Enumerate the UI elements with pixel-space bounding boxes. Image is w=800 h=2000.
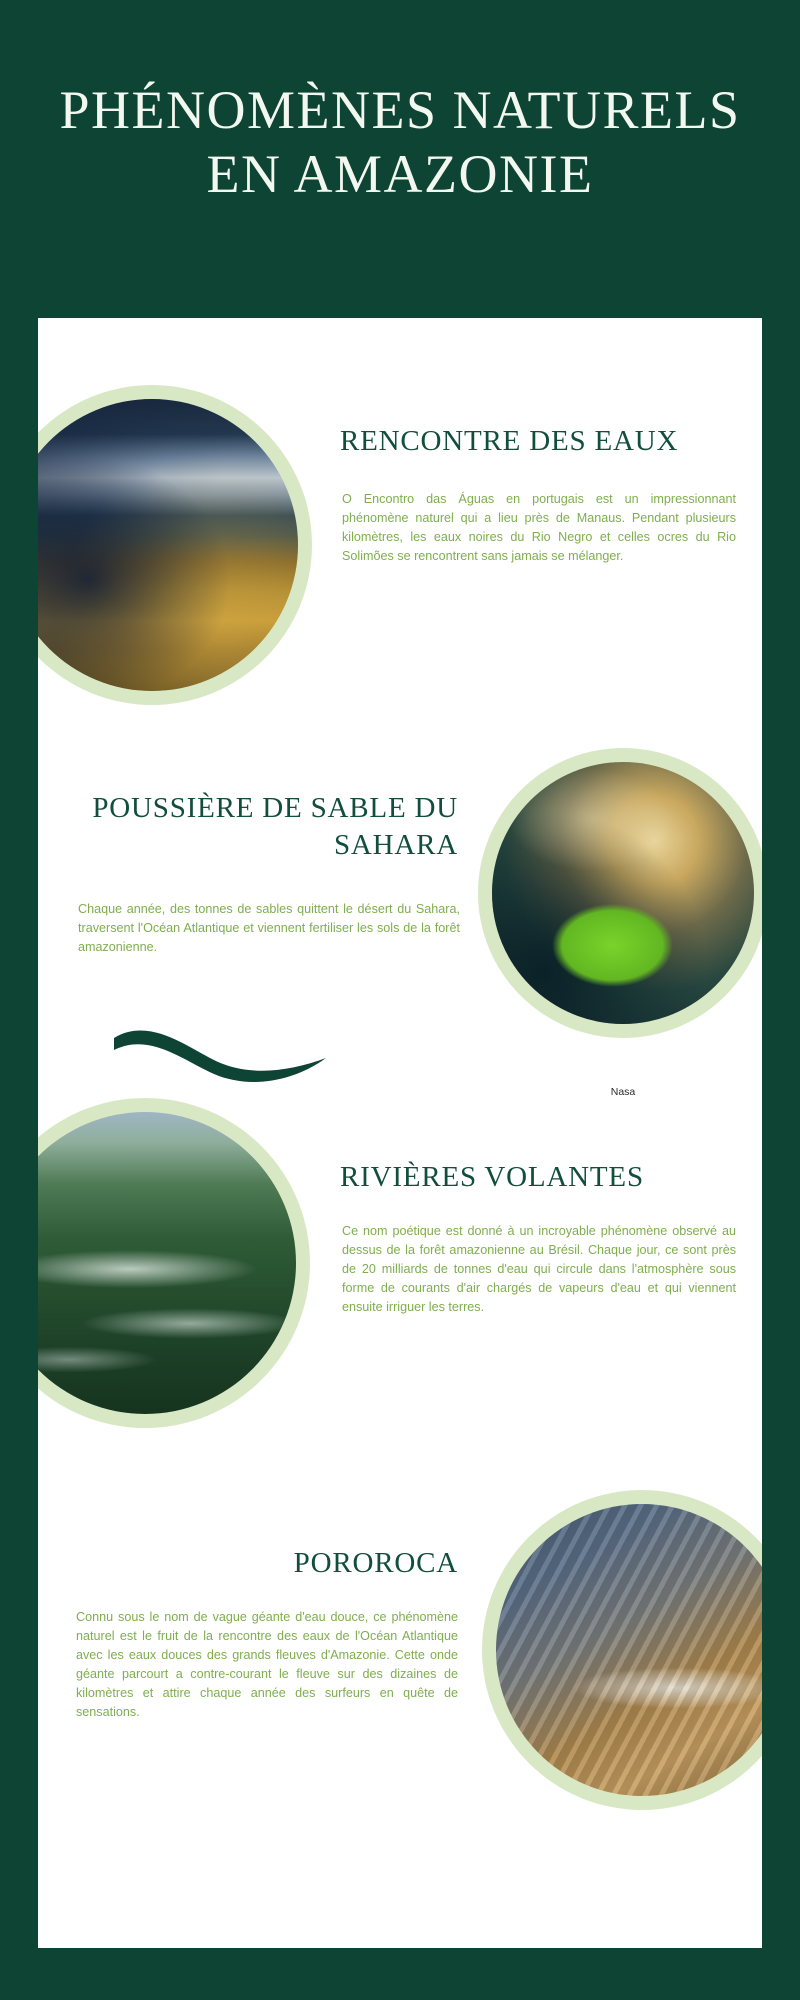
page-title: PHÉNOMÈNES NATURELS EN AMAZONIE xyxy=(59,80,741,204)
section-body-poussiere-de-sable: Chaque année, des tonnes de sables quittent le désert du Sahara, traversent l'Océan Atlantique et viennent fertiliser les sols de la forêt amazonienne. xyxy=(78,902,460,954)
right-rail xyxy=(762,0,800,2000)
header-banner xyxy=(0,0,800,318)
left-rail xyxy=(0,0,38,2000)
rivieres-volantes-photo xyxy=(0,1112,296,1414)
poussiere-de-sable-photo-frame xyxy=(478,748,768,1038)
rivieres-volantes-photo-frame xyxy=(0,1098,310,1428)
section-body-pororoca: Connu sous le nom de vague géante d'eau douce, ce phénomène naturel est le fruit de la rencontre des eaux de l'Océan Atlantique avec les eaux douces des grands fleuves d'Amazonie. Cette onde géante parcourt a contre-courant le fleuve sur des dizaines de kilomètres et attire chaque année des surfeurs en quête de sensations. xyxy=(76,1610,458,1719)
rencontre-des-eaux-photo xyxy=(6,399,298,691)
section-heading-rivieres-volantes: RIVIÈRES VOLANTES xyxy=(340,1161,644,1193)
section-heading-pororoca: POROROCA xyxy=(293,1547,458,1579)
photo-credit-nasa: Nasa xyxy=(610,1086,636,1098)
section-heading-rencontre-des-eaux: RENCONTRE DES EAUX xyxy=(340,425,679,457)
footer-banner xyxy=(0,1948,800,2000)
pororoca-photo xyxy=(496,1504,788,1796)
decorative-swoosh-icon xyxy=(110,1022,330,1092)
section-body-rencontre-des-eaux: O Encontro das Águas en portugais est un impressionnant phénomène naturel qui a lieu près de Manaus. Pendant plusieurs kilomètres, les eaux noires du Rio Negro et celles ocres du Rio Solimões se rencontrent sans jamais se mélanger. xyxy=(342,492,736,563)
poussiere-de-sable-photo xyxy=(492,762,754,1024)
rencontre-des-eaux-photo-frame xyxy=(0,385,312,705)
section-body-rivieres-volantes: Ce nom poétique est donné à un incroyable phénomène observé au dessus de la forêt amazonienne au Brésil. Chaque jour, ce sont près de 20 milliards de tonnes d'eau qui circule dans l'atmosphère sous forme de courants d'air chargés de vapeurs d'eau et qui viennent ensuite irriguer les terres. xyxy=(342,1224,736,1314)
pororoca-photo-frame xyxy=(482,1490,800,1810)
section-heading-poussiere-de-sable: POUSSIÈRE DE SABLE DU SAHARA xyxy=(92,792,458,861)
